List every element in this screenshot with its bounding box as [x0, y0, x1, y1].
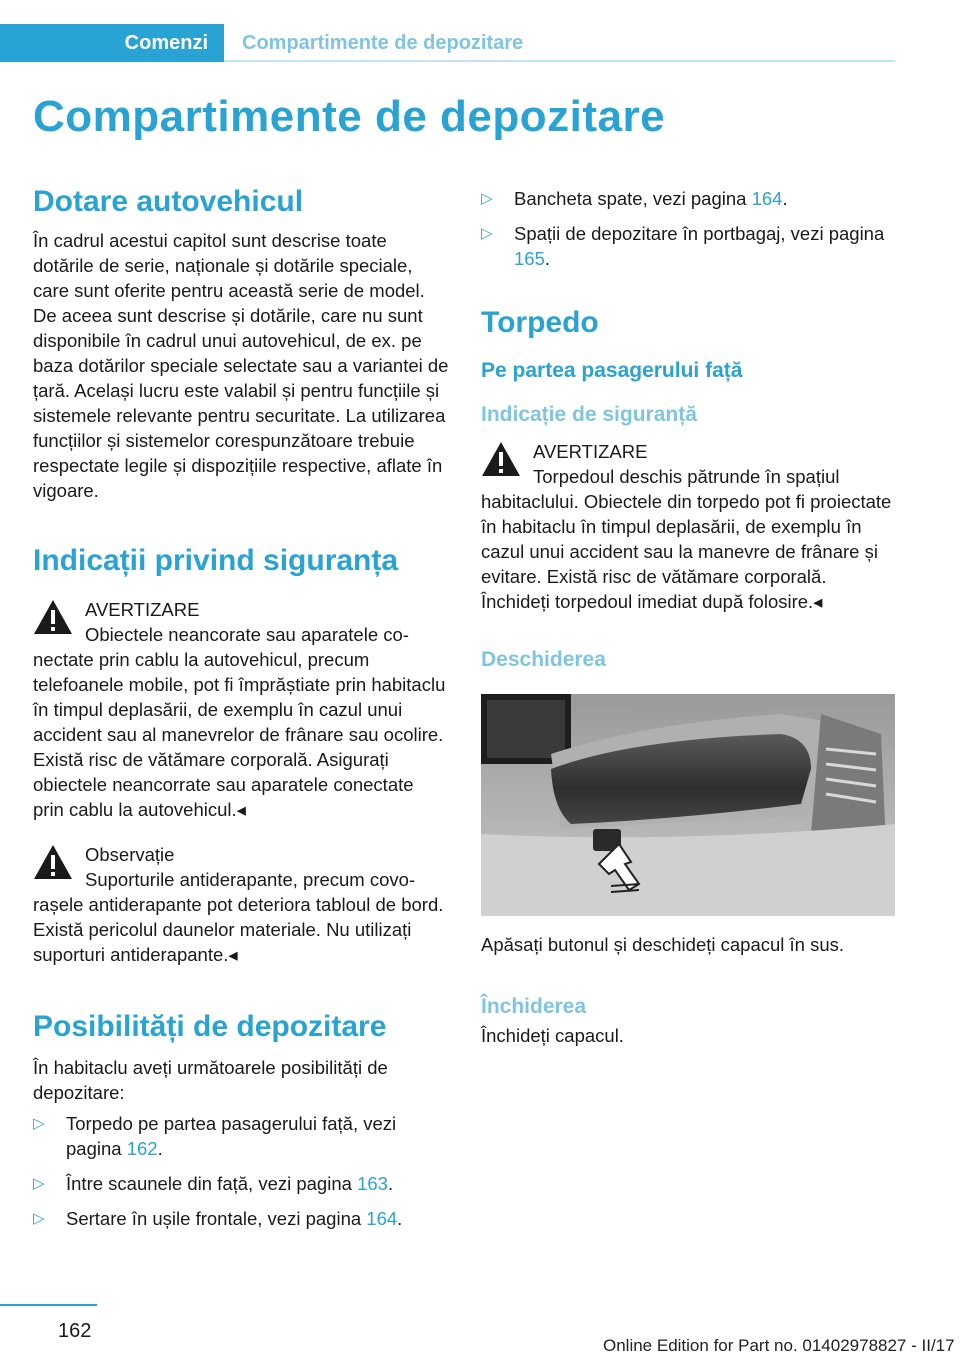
warning-triangle-icon [33, 599, 73, 635]
edition-note: Online Edition for Part no. 01402978827 - II/17 [603, 1336, 955, 1355]
page-link[interactable]: 163 [357, 1173, 388, 1194]
notice-first-line: Suporturile antiderapante, precum covo- [85, 869, 416, 890]
section-title-safety: Indicații privind siguranța [33, 544, 399, 577]
notice-text: rașele antiderapante pot deteriora tabloul de bord. Există pericolul daunelor materiale. Nu utilizați suporturi antiderapante.◂ [33, 894, 444, 965]
warning-first-line: Obiectele neancorate sau aparatele co- [85, 624, 409, 645]
bullet-triangle-icon: ▷ [33, 1210, 45, 1227]
subsection-opening: Deschiderea [481, 648, 606, 671]
right-column [481, 180, 897, 1048]
storage-list [33, 1111, 449, 1231]
page-link[interactable]: 165 [514, 248, 545, 269]
opening-caption: Apăsați butonul și deschideți capacul în sus. [481, 934, 845, 955]
chapter-tab: Comenzi [0, 24, 224, 62]
section-title-glovebox: Torpedo [481, 306, 599, 339]
list-item: ▷ Între scaunele din față, vezi pagina 163. [33, 1173, 394, 1194]
bullet-triangle-icon: ▷ [33, 1115, 45, 1132]
warning-label: AVERTIZARE [533, 441, 648, 462]
warning-block-glovebox [481, 439, 897, 614]
warning-first-line: Torpedoul deschis pătrunde în spațiul [533, 466, 840, 487]
glovebox-photo [481, 694, 895, 916]
bullet-triangle-icon: ▷ [33, 1175, 45, 1192]
footer-rule [0, 1304, 97, 1306]
storage-list-cont [481, 186, 897, 271]
section-header: Compartimente de depozitare [242, 32, 524, 54]
left-column [33, 180, 449, 1231]
warning-triangle-icon [33, 844, 73, 880]
section-title-equipment: Dotare autovehicul [33, 185, 304, 218]
warning-text: habitaclului. Obiectele din torpedo pot fi proiectate în habitaclu în timpul deplasării, de exemplu în cazul unui accident sau la manevre de frânare și evitare. Există risc de vătămare corporală. Închideți torpedoul imediat după folosire.◂ [481, 491, 892, 612]
header-rule [224, 60, 895, 62]
page-link[interactable]: 164 [366, 1208, 398, 1229]
closing-body: Închideți capacul. [481, 1025, 624, 1046]
page-title: Compartimente de depozitare [33, 92, 666, 141]
page-number: 162 [58, 1320, 92, 1342]
list-item: ▷ Sertare în ușile frontale, vezi pagina 164. [33, 1208, 403, 1229]
warning-triangle-icon [481, 441, 521, 477]
notice-block-antislip [33, 842, 449, 967]
page-link[interactable]: 164 [751, 188, 783, 209]
bullet-triangle-icon: ▷ [481, 225, 493, 242]
list-item: ▷ Torpedo pe partea pasagerului față, vezi pagina 162. [33, 1113, 397, 1159]
subsection-safety-note: Indicație de siguranță [481, 403, 697, 426]
warning-text: nectate prin cablu la autovehicul, precum telefoanele mobile, pot fi împrăștiate prin habitaclu în timpul deplasării, de exemplu în cazul unui accident sau al manevrelor de frânare sau ocolire. Există risc de vătămare corporală. Asigurați obiectele neancorrate sau aparatele conectate prin cablu la autovehicul.◂ [33, 649, 446, 820]
page-link[interactable]: 162 [126, 1138, 158, 1159]
subsection-closing: Închiderea [481, 995, 587, 1018]
notice-label: Observație [85, 844, 175, 865]
equipment-body: În cadrul acestui capitol sunt descrise toate dotările de serie, naționale și dotările speciale, care sunt oferite pentru această serie de model. De aceea sunt descrise și dotările, care nu sunt disponibile în cadrul unui autovehicul, de ex. pe baza dotărilor speciale selectate sau a variantei de țară. Același lucru este valabil și pentru funcțiile și sistemele relevante pentru securitate. La utilizarea funcțiilor și sistemelor corespunzătoare trebuie respectate legile și dispozițiile respective, aflate în vigoare. [33, 230, 449, 501]
list-item: ▷ Bancheta spate, vezi pagina 164. [481, 188, 788, 209]
bullet-triangle-icon: ▷ [481, 190, 493, 207]
subsection-passenger-side: Pe partea pasagerului față [481, 359, 743, 382]
list-item: ▷ Spații de depozitare în portbagaj, vezi pagina 165. [481, 223, 885, 269]
warning-block-objects [33, 597, 449, 822]
section-title-storage: Posibilități de depozitare [33, 1010, 387, 1043]
warning-label: AVERTIZARE [85, 599, 200, 620]
storage-intro: În habitaclu aveți următoarele posibilități de depozitare: [33, 1057, 388, 1103]
